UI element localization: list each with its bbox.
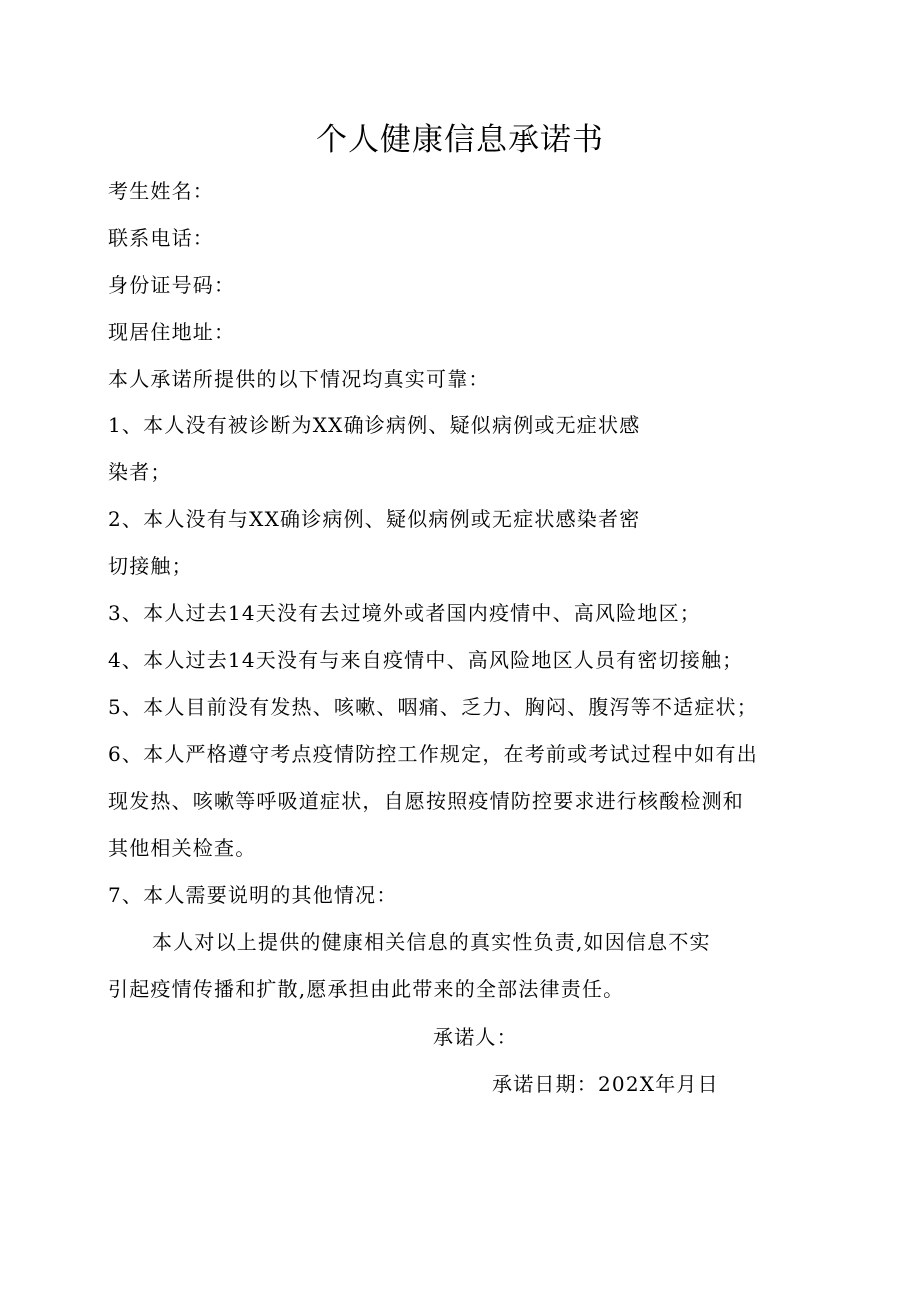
item-2-line-1: 2、本人没有与XX确诊病例、疑似病例或无症状感染者密 [108, 507, 641, 531]
statement-line-2: 引起疫情传播和扩散,愿承担由此带来的全部法律责任。 [108, 977, 625, 1001]
item-7: 7、本人需要说明的其他情况： [108, 883, 398, 907]
field-phone-label: 联系电话： [108, 226, 214, 250]
item-5: 5、本人目前没有发热、咳嗽、咽痛、乏力、胸闷、腹泻等不适症状； [108, 695, 758, 719]
statement-line-1: 本人对以上提供的健康相关信息的真实性负责,如因信息不实 [152, 930, 711, 954]
item-6-line-2: 现发热、咳嗽等呼吸道症状，自愿按照疫情防控要求进行核酸检测和 [108, 789, 744, 813]
intro-text: 本人承诺所提供的以下情况均真实可靠： [108, 367, 490, 391]
item-4: 4、本人过去14天没有与来自疫情中、高风险地区人员有密切接触； [108, 648, 744, 672]
field-address-label: 现居住地址： [108, 320, 236, 344]
item-6-line-3: 其他相关检查。 [108, 836, 257, 860]
item-1-line-2: 染者； [108, 460, 172, 484]
item-6-line-1: 6、本人严格遵守考点疫情防控工作规定，在考前或考试过程中如有出 [108, 742, 758, 766]
item-1-line-1: 1、本人没有被诊断为XX确诊病例、疑似病例或无症状感 [108, 413, 641, 437]
item-2-line-2: 切接触； [108, 554, 193, 578]
field-name-label: 考生姓名： [108, 179, 214, 203]
signer-label: 承诺人： [433, 1025, 518, 1049]
date-label: 承诺日期：202X年月日 [492, 1072, 719, 1096]
field-id-number-label: 身份证号码： [108, 273, 236, 297]
item-3: 3、本人过去14天没有去过境外或者国内疫情中、高风险地区； [108, 601, 701, 625]
document-title: 个人健康信息承诺书 [316, 122, 604, 158]
